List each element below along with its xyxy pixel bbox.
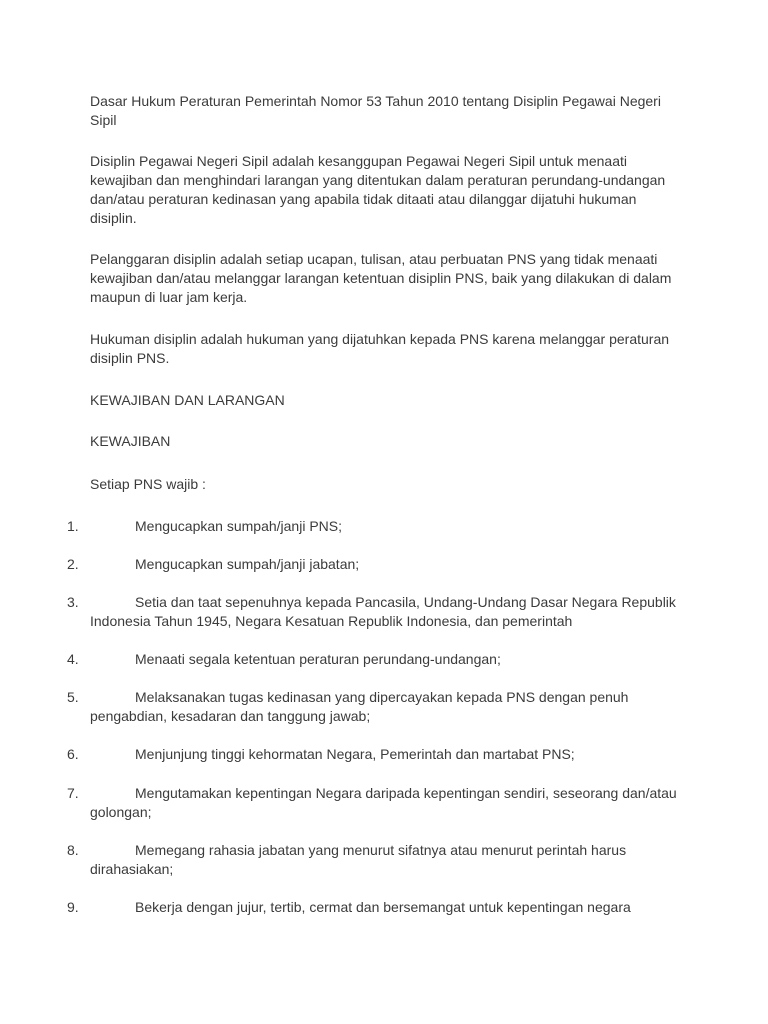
list-item-number: 9. — [67, 899, 79, 915]
list-item-text: Setia dan taat sepenuhnya kepada Pancasila, Undang-Undang Dasar Negara Republik Indonesia Tahun 1945, Negara Kesatuan Republik Indonesia, dan pemerintah — [90, 594, 676, 629]
subsection-heading: KEWAJIBAN — [90, 433, 171, 449]
list-item-number: 6. — [67, 746, 79, 762]
list-item-number: 4. — [67, 651, 79, 667]
legal-basis-paragraph: Dasar Hukum Peraturan Pemerintah Nomor 53 Tahun 2010 tentang Disiplin Pegawai Negeri Sipil — [90, 93, 661, 128]
list-item-number: 8. — [67, 842, 79, 858]
list-item-text: Mengucapkan sumpah/janji PNS; — [135, 518, 343, 534]
list-item-number: 3. — [67, 594, 79, 610]
list-item-text: Menaati segala ketentuan peraturan perundang-undangan; — [135, 651, 501, 667]
definition-punishment-paragraph: Hukuman disiplin adalah hukuman yang dijatuhkan kepada PNS karena melanggar peraturan disiplin PNS. — [90, 331, 670, 366]
list-item-text: Mengutamakan kepentingan Negara daripada kepentingan sendiri, seseorang dan/atau golongan; — [90, 785, 677, 820]
list-item-text: Menjunjung tinggi kehormatan Negara, Pemerintah dan martabat PNS; — [135, 746, 575, 762]
definition-discipline-paragraph: Disiplin Pegawai Negeri Sipil adalah kesanggupan Pegawai Negeri Sipil untuk menaati kewajiban dan menghindari larangan yang ditentukan dalam peraturan perundang-undangan dan/atau peraturan kedinasan yang apabila tidak ditaati atau dilanggar dijatuhi hukuman disiplin. — [90, 153, 666, 226]
list-item-text: Melaksanakan tugas kedinasan yang dipercayakan kepada PNS dengan penuh pengabdian, kesadaran dan tanggung jawab; — [90, 689, 629, 724]
list-item-text: Mengucapkan sumpah/janji jabatan; — [135, 556, 360, 572]
list-item-text: Memegang rahasia jabatan yang menurut sifatnya atau menurut perintah harus dirahasiakan; — [90, 842, 627, 877]
list-item-text: Bekerja dengan jujur, tertib, cermat dan bersemangat untuk kepentingan negara — [135, 899, 631, 915]
list-intro: Setiap PNS wajib : — [90, 476, 206, 492]
list-item-number: 2. — [67, 556, 79, 572]
list-item-number: 1. — [67, 518, 79, 534]
definition-violation-paragraph: Pelanggaran disiplin adalah setiap ucapan, tulisan, atau perbuatan PNS yang tidak menaati kewajiban dan/atau melanggar larangan ketentuan disiplin PNS, baik yang dilakukan di dalam maupun di luar jam kerja. — [90, 251, 672, 305]
section-heading: KEWAJIBAN DAN LARANGAN — [90, 392, 285, 408]
list-item-number: 7. — [67, 785, 79, 801]
list-item-number: 5. — [67, 689, 79, 705]
